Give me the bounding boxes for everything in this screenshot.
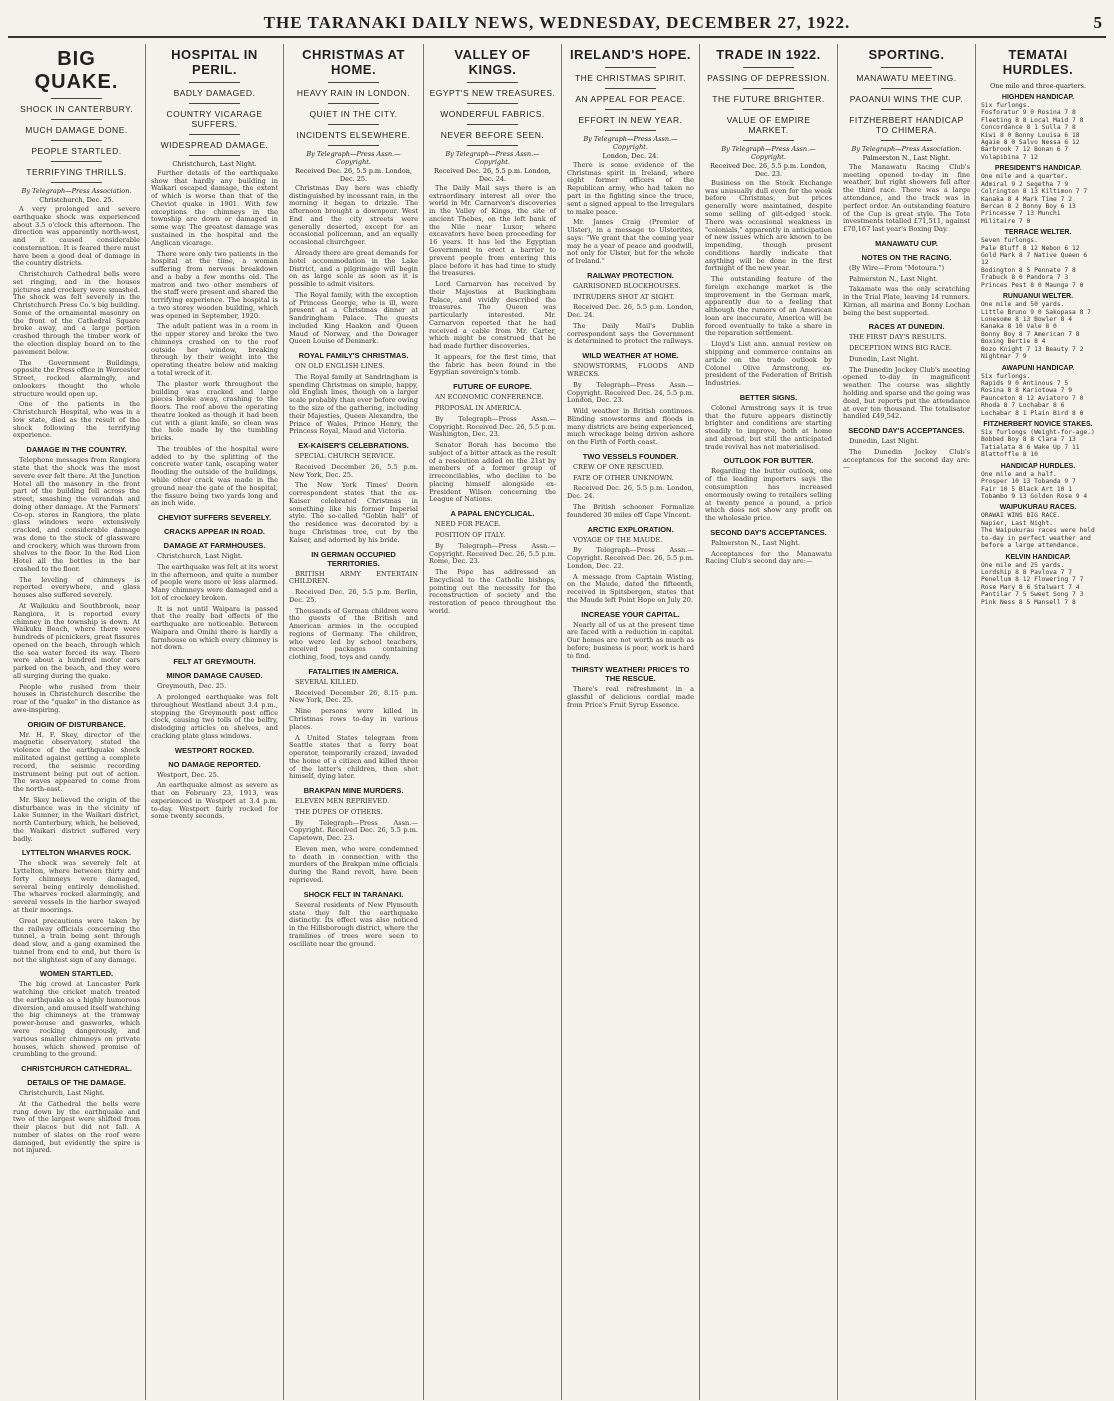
- race-entry: One mile and 25 yards.: [981, 561, 1065, 569]
- race-title: HANDICAP HURDLES.: [1000, 462, 1076, 470]
- section-subhead: SHOCK FELT IN TARANAKI.: [303, 889, 404, 899]
- article-deck: WONDERFUL FABRICS.: [440, 108, 545, 119]
- deck-rule: [328, 82, 380, 83]
- race-entry: Admiral 9 2 Segetha 7 9: [981, 180, 1069, 188]
- deck-rule: [605, 88, 656, 89]
- section-subhead: CRACKS APPEAR IN ROAD.: [164, 527, 265, 537]
- section-paragraph: AN ECONOMIC CONFERENCE.: [435, 393, 544, 402]
- article-paragraph: There is some evidence of the Christmas spirit in Ireland, where eight former officers of the Republican army, who had taken no part in the fighting since the truce, sent a signed appeal to the Irregulars to make peace.: [567, 160, 694, 216]
- article-deck: SHOCK IN CANTERBURY.: [19, 104, 134, 114]
- race-entry: Trabuck 8 0 Pandora 7 3: [981, 274, 1069, 282]
- race-entry: Pantilar 7 5 Sweet Song 7 3: [981, 591, 1084, 599]
- article-deck: QUIET IN THE CITY.: [309, 108, 398, 119]
- race-entry: One mile and 50 yards.: [981, 301, 1065, 309]
- section-subhead: IN GERMAN OCCUPIED TERRITORIES.: [311, 549, 396, 568]
- section-subhead: MANAWATU CUP.: [875, 238, 938, 248]
- section-paragraph: By Telegraph—Press Assn.—Copyright. Received Dec. 26, 5.5 p.m. Washington, Dec. 23.: [429, 414, 556, 439]
- column-6: [700, 44, 838, 1400]
- race-entry: Seven furlongs.: [981, 237, 1038, 245]
- deck-rule: [189, 82, 240, 83]
- section-paragraph: SPECIAL CHURCH SERVICE.: [295, 452, 396, 461]
- race-title: WAIPUKURAU RACES.: [999, 504, 1077, 512]
- article-paragraph: A very prolonged and severe earthquake shock was experienced about 3.5 o'clock this afternoon. The direction was apparently north-west, and it caused considerable consternation. It is feared there must have been a good deal of damage in the country districts.: [13, 205, 140, 268]
- race-entry: Fleeting 8 8 Local Maid 7 8: [981, 116, 1084, 124]
- race-title: TERRACE WELTER.: [1004, 229, 1072, 237]
- article-paragraph: Further details of the earthquake show that hardly any building in Waikari escaped damage, the extent of which is worse than that of the Cheviot quake in 1901. With few exceptions the chimneys in the township are down or damaged in some way. The greatest damage was sustained in the hospital and the Anglican vicarage.: [151, 168, 278, 247]
- column-3: [284, 44, 424, 1400]
- article-deck: PASSING OF DEPRESSION.: [707, 72, 830, 83]
- section-paragraph: The New York Times' Doorn correspondent states that the ex-Kaiser celebrated Christmas in something like his former Imperial style. The so-called "Goblin hall" of the residence was decorated by a huge Christmas tree, cut by the Kaiser, and adorned by his bride.: [289, 481, 418, 544]
- section-subhead: WOMEN STARTLED.: [39, 969, 114, 979]
- page-number: 5: [1093, 13, 1102, 32]
- column-5: [562, 44, 700, 1400]
- section-paragraph: THE DUPES OF OTHERS.: [295, 807, 383, 816]
- article-paragraph: The plaster work throughout the building was cracked and large pieces broke away, crashing to the floors. The roof above the operating theatre looked as though it had been cut with a giant knife, so clean was the hole made by the tumbling bricks.: [151, 379, 278, 443]
- article-dateline: Christchurch, Dec. 25.: [39, 196, 114, 204]
- race-entry: Nightmar 7 9: [981, 353, 1027, 361]
- section-paragraph: INTRUDERS SHOT AT SIGHT.: [573, 292, 675, 301]
- race-entry: Pale Bluff 8 12 Nebon 6 12: [981, 244, 1080, 252]
- race-entry: Lordship 8 8 Pavlova 7 7: [981, 568, 1072, 576]
- article-paragraph: Already there are great demands for hotel accommodation in the Lake District, and a pilgrimage will begin on as large scale as soon as it is possible to admit visitors.: [289, 249, 418, 289]
- race-entry: Kanaka 8 4 Mark Time 7 2: [981, 195, 1072, 203]
- race-entry: Boxing Bertie 8 4: [981, 338, 1046, 346]
- deck-rule: [467, 103, 518, 104]
- section-subhead: TWO VESSELS FOUNDER.: [582, 451, 679, 461]
- section-subhead: SECOND DAY'S ACCEPTANCES.: [848, 426, 965, 436]
- section-paragraph: CREW OF ONE RESCUED.: [573, 462, 664, 471]
- article-deck: INCIDENTS ELSEWHERE.: [296, 129, 411, 140]
- deck-rule: [467, 124, 518, 125]
- article-deck: PAOANUI WINS THE CUP.: [849, 93, 964, 104]
- section-subhead: EX-KAISER'S CELEBRATIONS.: [298, 441, 409, 451]
- deck-rule: [743, 88, 794, 89]
- deck-rule: [743, 67, 794, 68]
- race-entry: Rose Mary 8 6 Stalwart 7 4: [981, 583, 1080, 591]
- deck-rule: [467, 82, 518, 83]
- race-entry: Bercan 8 2 Bonny Boy 6 13: [981, 202, 1076, 210]
- deck-rule: [881, 140, 932, 141]
- article-deck: THE FUTURE BRIGHTER.: [712, 93, 825, 104]
- section-subhead: FUTURE OF EUROPE.: [453, 382, 532, 392]
- article-headline: IRELAND'S HOPE.: [569, 47, 692, 62]
- article-byline: By Telegraph—Press Association.: [21, 187, 132, 195]
- section-paragraph: A prolonged earthquake was felt throughout Westland about 3.4 p.m., stopping the Greymouth post office clock, causing two tolls of the belfry, dislodging articles on shelves, and cracking plate glass windows.: [151, 692, 278, 740]
- article-paragraph: The adult patient was in a room in the upper storey and broke the two chimneys crashed on to the roof outside her window, breaking through by their weight into the operating theatre below and making a total wreck of it.: [151, 322, 278, 378]
- article-deck: FITZHERBERT HANDICAP TO CHIMERA.: [849, 114, 964, 135]
- column-8: [976, 44, 1100, 1400]
- section-paragraph: (By Wire—From "Motoura."): [849, 263, 945, 272]
- section-paragraph: SEVERAL KILLED.: [295, 677, 359, 686]
- section-paragraph: Acceptances for the Manawatu Racing Club's second day are:—: [705, 549, 832, 566]
- race-entry: Bonny Boy 8 7 American 7 8: [981, 330, 1080, 338]
- section-paragraph: Several residents of New Plymouth state they felt the earthquake distinctly. Its effect was also noticed in the Hillsborough district, where the tramlines of trees were seen to oscillate near the ground.: [289, 900, 418, 948]
- section-paragraph: The big crowd at Lancaster Park watching the cricket match treated the earthquake as a highly humorous diversion, and amused itself watching the big chimneys at the tramway power-house and gasworks, which were rocking dangerously, and various smaller chimneys on private houses, which showed promise of crumbling to the ground.: [13, 980, 140, 1059]
- section-paragraph: BRITISH ARMY ENTERTAIN CHILDREN.: [289, 569, 418, 586]
- deck-rule: [189, 103, 240, 104]
- article-deck: MUCH DAMAGE DONE.: [25, 125, 128, 135]
- section-paragraph: VOYAGE OF THE MAUDE.: [573, 535, 663, 544]
- article-paragraph: The Royal family, with the exception of Princess George, who is ill, were present at a Christmas dinner at Sandringham Palace. The guests included King Haakon and Queen Maud of Norway, and the Dowager Queen Louise of Denmark.: [289, 290, 418, 346]
- section-paragraph: Christchurch, Last Night.: [19, 1089, 105, 1098]
- article-paragraph: The Government Buildings, opposite the Press office in Worcester Street, rocked alarmingly, and onlookers thought the whole structure would open up.: [13, 358, 140, 398]
- race-title: FITZHERBERT NOVICE STAKES.: [983, 421, 1093, 429]
- deck-rule: [51, 140, 102, 141]
- section-paragraph: SNOWSTORMS, FLOODS AND WRECKS.: [567, 362, 694, 379]
- race-entry: Six furlongs (Weight-for-age.): [981, 429, 1095, 437]
- race-entry: Princes Pest 8 0 Maunga 7 0: [981, 281, 1084, 289]
- section-paragraph: Palmerston N., Last Night.: [711, 538, 800, 547]
- race-entry: Colrington 8 13 Kiltimon 7 7: [981, 188, 1088, 196]
- section-subhead: OUTLOOK FOR BUTTER.: [723, 456, 814, 466]
- section-paragraph: A United States telegram from Seattle states that a ferry boat operator, temporarily crazed, invaded the home of a citizen and killed three of the latter's children, then shot himself, dying later.: [289, 733, 418, 781]
- race-entry: Gold Mark 8 7 Native Queen 6 12: [981, 252, 1088, 267]
- section-paragraph: Received Dec. 26, 5.5 p.m. London, Dec. 24.: [567, 303, 694, 320]
- section-subhead: WESTPORT ROCKED.: [174, 745, 255, 755]
- race-entry: Volapibina 7 12: [981, 153, 1038, 161]
- race-entry: Tobambo 9 13 Golden Rose 9 4: [981, 493, 1088, 501]
- deck-rule: [881, 88, 932, 89]
- section-paragraph: A message from Captain Wisting, on the Maude, dated the fifteenth, received in Spitsbergen, states that the Maude left Point Hope on July 20.: [567, 572, 694, 604]
- section-paragraph: DECEPTION WINS BIG RACE.: [849, 344, 952, 353]
- section-paragraph: Regarding the butter outlook, one of the leading importers says the consumption has increased enormously owing to retailers selling at twenty pence a pound, a price which does not show any profit on the wholesale price.: [705, 467, 832, 523]
- deck-rule: [328, 145, 380, 146]
- article-dateline: Received Dec. 26, 5.5 p.m. London, Dec. 23.: [710, 161, 827, 178]
- article-paragraph: Mr. James Craig (Premier of Ulster), in a message to Ulsterites, says: "We grant that the coming year may be a year of peace and goodwill, not only for Ulster, but for the whole of Ireland.": [567, 218, 694, 266]
- section-subhead: RAILWAY PROTECTION.: [587, 270, 674, 280]
- race-entry: Fair 10 5 Black Art 10 1: [981, 485, 1072, 493]
- race-entry: Kiwi 8 0 Bonny Louisa 6 18: [981, 131, 1080, 139]
- race-entry: Fosforatur 9 0 Rosina 7 8: [981, 109, 1076, 117]
- column-1: [8, 44, 146, 1400]
- deck-rule: [51, 182, 102, 183]
- section-subhead: INCREASE YOUR CAPITAL.: [581, 609, 680, 619]
- section-subhead: WILD WEATHER AT HOME.: [582, 351, 679, 361]
- masthead-title: THE TARANAKI DAILY NEWS, WEDNESDAY, DECEMBER 27, 1922.: [263, 13, 851, 32]
- section-paragraph: Mr. H. F. Skey, director of the magnetic observatory, stated the violence of the earthquake shock militated against getting a complete record, the seismic recording instrument being put out of action. The waves appeared to come from the north-east.: [13, 730, 140, 794]
- race-entry: One mile and a half.: [981, 470, 1057, 478]
- section-subhead: CHEVIOT SUFFERS SEVERELY.: [157, 513, 272, 523]
- article-deck: MANAWATU MEETING.: [856, 72, 957, 83]
- section-subhead: BRAKPAN MINE MURDERS.: [303, 786, 404, 796]
- article-paragraph: The outstanding feature of the foreign exchange market is the improvement in the German mark, apparently due to a feeling that although the rumors of an American loan are inaccurate, America will be forced eventually to take a share in the reparation settlement.: [705, 275, 832, 338]
- section-paragraph: Wild weather in British continues. Blinding snowstorms and floods in many districts are being experienced, much wreckage being driven ashore on the Firth of Forth coast.: [567, 407, 694, 447]
- race-entry: Six furlongs.: [981, 372, 1031, 380]
- deck-rule: [328, 103, 380, 104]
- article-dateline: Received Dec. 26, 5.5 p.m. London, Dec. 25.: [295, 166, 412, 183]
- article-byline: By Telegraph—Press Association.: [851, 144, 962, 153]
- section-paragraph: There's real refreshment in a glassful of delicious cordial made from Price's Fruit Syrup Essence.: [567, 685, 694, 709]
- article-paragraph: The Daily Mail says there is an extraordinary interest all over the world in Mr. Carnarvon's discoveries in the Valley of Kings, the site of ancient Thebes, on the left bank of the Nile near Luxor, where excavators have been proceeding for 16 years. It has led the Egyptian Government to erect a barrier to prevent people from entering this place before it has had time to study the treasures.: [429, 183, 556, 278]
- race-entry: Little Bruno 9 0 Sakopasa 8 7: [981, 308, 1091, 316]
- race-entry: Agaie 8 0 Salvo Nessa 6 12: [981, 138, 1080, 146]
- section-subhead: ORIGIN OF DISTURBANCE.: [27, 719, 126, 729]
- column-4: [424, 44, 562, 1400]
- section-paragraph: The Dunedin Jockey Club's meeting opened to-day in magnificent weather. The course was slightly holding and sparse and the going was dead, but reports put the attendance at over ten thousand. The totalisator handled £49,542.: [843, 365, 970, 421]
- column-7: [838, 44, 976, 1400]
- race-entry: Prosper 10 13 Tobanda 9 7: [981, 478, 1076, 486]
- section-subhead: A PAPAL ENCYCLICAL.: [450, 509, 535, 519]
- deck-rule: [189, 134, 240, 135]
- section-subhead: ARCTIC EXPLORATION.: [587, 524, 674, 534]
- article-deck: BADLY DAMAGED.: [173, 87, 256, 98]
- article-headline: HOSPITAL IN PERIL.: [171, 47, 258, 77]
- deck-rule: [743, 109, 794, 110]
- section-paragraph: People who rushed from their houses in Christchurch describe the roar of the "quake" in the distance as awe-inspiring.: [13, 682, 140, 714]
- article-paragraph: Christmas Day here was chiefly distinguished by incessant rain, in the morning it began to drizzle. The afternoon brought a downpour. West End and the city streets were generally deserted, except for an occasional policeman, and an equally occasional churchgoer.: [289, 183, 418, 247]
- race-entry: Concordance 8 1 Sulla 7 8: [981, 124, 1076, 132]
- section-paragraph: At the Cathedral the bells were rung down by the earthquake and two of the largest were shifted from their places but did not fall. A number of slates on the roof were damaged, but evidently the spire is not injured.: [13, 1099, 140, 1155]
- masthead: [8, 10, 1106, 38]
- deck-rule: [51, 119, 102, 120]
- race-entry: Barbrook 7 12 Bonan 6 7: [981, 146, 1069, 154]
- deck-rule: [605, 109, 656, 110]
- section-paragraph: Nearly all of us at the present time are faced with a reduction in capital. Our homes are not worth as much as before; business is poor, work is hard to find.: [567, 620, 694, 660]
- section-subhead: LYTTELTON WHARVES ROCK.: [21, 848, 132, 858]
- section-paragraph: The shock was severely felt at Lyttelton, where between thirty and forty chimneys were damaged, several being entirely demolished. The wharves rocked alarmingly, and several vessels in the harbor swayed at their moorings.: [13, 859, 140, 915]
- race-entry: Princesse 7 13 Munchi Militaire 7 0: [981, 210, 1061, 225]
- article-dateline: Palmerston N., Last Night.: [862, 153, 951, 162]
- section-paragraph: By Telegraph—Press Assn.—Copyright. Received Dec. 26, 5.5 p.m. Rome, Dec. 23.: [429, 541, 556, 566]
- deck-rule: [189, 155, 240, 156]
- section-paragraph: Westport, Dec. 25.: [157, 770, 219, 779]
- race-title: KELVIN HANDICAP.: [1005, 553, 1071, 561]
- article-byline: By Telegraph—Press Assn.—Copyright.: [583, 134, 678, 151]
- article-paragraph: The Manawatu Racing Club's meeting opened to-day in fine weather, but right showers fell after the third race. There was a large attendance, and the track was in perfect order. An outstanding feature of the Cup is great style. The Tote investments totalled £71,511, against £70,167 last year's Boxing Day.: [843, 162, 970, 234]
- deck-rule: [51, 161, 102, 162]
- section-paragraph: The earthquake was felt at its worst in the afternoon, and quite a number of people were more or less alarmed. Many chimneys were damaged and a lot of crockery broken.: [151, 562, 278, 602]
- section-subhead: FATALITIES IN AMERICA.: [308, 666, 399, 676]
- article-paragraph: It appears, for the first time, that the fabric has been found in the Egyptian sovereign's tomb.: [429, 352, 556, 377]
- deck-rule: [51, 98, 102, 99]
- section-subhead: DAMAGE IN THE COUNTRY.: [26, 445, 127, 455]
- section-paragraph: By Telegraph—Press Assn.—Copyright. Received Dec. 26, 5.5 p.m. London, Dec. 22.: [567, 546, 694, 570]
- race-entry: The Waipukurau races were held to-day in perfect weather and before a large attendance.: [981, 527, 1095, 550]
- section-paragraph: GARRISONED BLOCKHOUSES.: [573, 281, 681, 290]
- race-entry: ORAWAI WINS BIG RACE.: [981, 512, 1061, 520]
- article-byline: By Telegraph—Press Assn.—Copyright.: [721, 144, 816, 161]
- section-paragraph: The Dunedin Jockey Club's acceptances for the second day are:—: [843, 447, 970, 472]
- race-entry: Pink Ness 8 5 Mansell 7 8: [981, 598, 1076, 606]
- section-paragraph: At Waikuku and Southbrook, near Rangiora, it is reported every chimney in the township is down. At Waikuku Beach, where there were hundreds of picnickers, great fissures opened on the beach, through which the sea water forced its way. There were about a hundred motor cars parked on the beach, and they were all surging during the quake.: [13, 601, 140, 680]
- deck-rule: [881, 109, 932, 110]
- race-entry: Rosina 8 8 Kariotowa 7 9: [981, 387, 1072, 395]
- section-subhead: MINOR DAMAGE CAUSED.: [166, 671, 263, 681]
- section-paragraph: Dunedin, Last Night.: [849, 354, 919, 363]
- article-deck: HEAVY RAIN IN LONDON.: [296, 87, 411, 98]
- race-title: AWAPUNI HANDICAP.: [1001, 364, 1075, 372]
- race-entry: Blattoffle 8 10: [981, 451, 1038, 459]
- section-paragraph: Received December 26, 5.5 p.m. New York, Dec. 25.: [289, 462, 418, 479]
- race-entry: Lonesome 8 13 Bowler 8 4: [981, 316, 1072, 323]
- article-paragraph: There were only two patients in the hospital at the time, a woman suffering from nervous breakdown and a baby a few months old. The matron and two other members of the staff were present and shared the terrifying experience. The hospital is a two storey wooden building, which was opened in September, 1920.: [151, 249, 278, 320]
- article-deck: COUNTRY VICARAGE SUFFERS.: [166, 108, 263, 129]
- article-headline: SPORTING.: [868, 47, 945, 62]
- section-paragraph: Great precautions were taken by the railway officials concerning the tunnel, a train being sent through dead slow, and a gang examined the tunnel from end to end, but there is not the slightest sign of any damage.: [13, 916, 140, 964]
- article-dateline: London, Dec. 24.: [602, 151, 659, 160]
- article-deck: EFFORT IN NEW YEAR.: [578, 114, 683, 125]
- section-paragraph: Christchurch, Last Night.: [157, 552, 243, 561]
- columns: [8, 44, 1106, 1400]
- section-paragraph: Greymouth, Dec. 25.: [157, 682, 227, 691]
- race-entry: Penellum 8 12 Flowering 7 7: [981, 576, 1084, 584]
- article-paragraph: Lloyd's List ann. annual review on shipping and commerce contains an article on the trade outlook by Colonel Olive Armstrong, ex-president of the Federation of British Industries.: [705, 340, 832, 388]
- article-byline: By Telegraph—Press Assn.—Copyright.: [445, 149, 540, 166]
- article-headline: TRADE IN 1922.: [716, 47, 821, 62]
- section-paragraph: Senator Borah has become the subject of a bitter attack as the result of a resolution added on the 21st by members of a former group of irreconcilables, who decline to be placing himself alongside ex-President Wilson concerning the League of Nations.: [429, 441, 556, 504]
- section-paragraph: Dunedin, Last Night.: [849, 437, 919, 446]
- article-deck: THE CHRISTMAS SPIRIT.: [574, 72, 687, 83]
- article-deck: AN APPEAL FOR PEACE.: [575, 93, 686, 104]
- section-paragraph: Thousands of German children were the guests of the British and American armies in the occupied regions of Germany. The children, who were led by school teachers, received packages containing clothing, food, toys and candy.: [289, 606, 418, 662]
- race-entry: Bobbed Boy 8 8 Clara 7 13: [981, 436, 1076, 444]
- article-deck: WIDESPREAD DAMAGE.: [160, 139, 269, 150]
- article-dateline: Christchurch, Last Night.: [172, 159, 257, 168]
- article-paragraph: Lord Carnarvon has received by their Majesties at Buckingham Palace, and vividly described the treasures. The Queen was particularly interested. Mr. Carnarvon reported that he had received a cable from Mr. Carter, which might be construed that he had made further discoveries.: [429, 280, 556, 351]
- deck-rule: [467, 145, 518, 146]
- column-2: [146, 44, 284, 1400]
- section-paragraph: By Telegraph—Press Assn.—Copyright. Received Dec. 26, 5.5 p.m. Capetown, Dec. 23.: [289, 818, 418, 843]
- article-paragraph: Business on the Stock Exchange was unusually dull even for the week before Christmas, but prices generally were maintained, despite some selling of gilt-edged stock. There was occasional weakness in "colonials," apparently in anticipation of new issues which are known to be impending, though present conditions hardly indicate that anything will be done in the first fortnight of the new year.: [705, 178, 832, 273]
- section-paragraph: ON OLD ENGLISH LINES.: [295, 362, 385, 371]
- section-paragraph: Telephone messages from Rangiora state that the shock was the most severe ever felt there. At the Junction Hotel all the masonry in the front part of the building fell across the street, smashing the verandah and doing other damage. At the Farmers' Co-op. stores in Rangiora, the plate glass windows were extensively cracked, and considerable damage was done to the stock of glassware and crockery, which was thrown from shelves to the floor. In the Red Lion Hotel all the bottles in the bar crashed to the floor.: [13, 456, 140, 573]
- section-paragraph: THE FIRST DAY'S RESULTS.: [849, 333, 947, 342]
- article-deck: TERRIFYING THRILLS.: [26, 167, 127, 177]
- section-paragraph: The Pope has addressed an Encyclical to the Catholic bishops, pointing out the necessity for the reconstruction of society and the restoration of peace throughout the world.: [429, 568, 556, 615]
- section-paragraph: Palmerston N., Last Night.: [849, 274, 938, 283]
- article-paragraph: The troubles of the hospital were added to by the splitting of the concrete water tank, escaping water flooding the outside of the buildings, while other crack was made in the ground near the gate of the hospital, the fissure being two yards long and an inch wide.: [151, 444, 278, 508]
- section-subhead: SECOND DAY'S ACCEPTANCES.: [710, 527, 827, 537]
- race-entry: One mile and a quarter.: [981, 173, 1069, 181]
- race-entry: Six furlongs.: [981, 101, 1031, 109]
- section-subhead: NOTES ON THE RACING.: [861, 252, 952, 262]
- article-byline: By Telegraph—Press Assn.—Copyright.: [306, 149, 401, 166]
- section-paragraph: Eleven men, who were condemned to death in connection with the murders of the Brakpan mine officials during the Rand revolt, have been reprieved.: [289, 844, 418, 884]
- article-dateline: One mile and three-quarters.: [989, 81, 1087, 90]
- section-subhead: BETTER SIGNS.: [739, 392, 798, 402]
- section-paragraph: Received Dec. 26, 5.5 p.m. Berlin, Dec. 25.: [289, 588, 418, 604]
- section-paragraph: The leveling of chimneys is reported everywhere, and glass houses also suffered severely.: [13, 575, 140, 600]
- section-paragraph: The Daily Mail's Dublin correspondent says the Government is determined to protect the railways.: [567, 321, 694, 346]
- article-paragraph: One of the patients in the Christchurch Hospital, who was in a low state, died as the result of the shock following the terrifying experience.: [13, 400, 140, 440]
- deck-rule: [881, 67, 932, 68]
- section-subhead: NO DAMAGE REPORTED.: [168, 759, 261, 769]
- race-entry: Tatialata 8 6 Wake Up 7 11: [981, 443, 1080, 451]
- section-paragraph: Takamate was the only scratching in the Trial Plate, leaving 14 runners. Kirnan, all marina and Bonny Lochan being the best supported.: [843, 285, 970, 317]
- section-subhead: CHRISTCHURCH CATHEDRAL.: [21, 1064, 132, 1074]
- race-entry: Kanaka 8 10 Vale 8 0: [981, 323, 1057, 331]
- race-title: HIGHDEN HANDICAP.: [1001, 93, 1075, 101]
- race-entry: Lochabar 8 1 Plain Bird 8 0: [981, 409, 1084, 417]
- race-title: RUNUANUI WELTER.: [1002, 293, 1074, 301]
- article-deck: EGYPT'S NEW TREASURES.: [429, 87, 556, 98]
- section-subhead: FELT AT GREYMOUTH.: [173, 657, 256, 667]
- section-subhead: DETAILS OF THE DAMAGE.: [27, 1078, 126, 1088]
- section-paragraph: ELEVEN MEN REPRIEVED.: [295, 797, 390, 806]
- deck-rule: [743, 140, 794, 141]
- deck-rule: [605, 67, 656, 68]
- race-entry: Paunceton 8 12 Aviatoro 7 0: [981, 394, 1084, 402]
- section-subhead: THIRSTY WEATHER! PRICE'S TO THE RESCUE.: [571, 665, 690, 684]
- race-entry: Rapids 9 0 Antinous 7 5: [981, 379, 1069, 387]
- race-entry: Bozo Knight 7 13 Beauty 7 2: [981, 345, 1084, 353]
- article-deck: VALUE OF EMPIRE MARKET.: [726, 114, 811, 135]
- section-paragraph: The British schooner Formalize foundered 30 miles off Cape Vincent.: [567, 502, 694, 519]
- section-paragraph: Received Dec. 26, 5.5 p.m. London, Dec. 24.: [567, 484, 694, 501]
- section-paragraph: By Telegraph—Press Assn.—Copyright. Received Dec. 24, 5.5 p.m. London, Dec. 23.: [567, 380, 694, 405]
- section-paragraph: POSITION OF ITALY.: [435, 530, 506, 539]
- section-paragraph: Colonel Armstrong says it is true that the future appears distinctly brighter and conditions are starting steadily to improve, both at home and abroad, but still the anticipated trade revival has not materialised.: [705, 403, 832, 451]
- race-entry: Rhoda 8 7 Lochabar 8 6: [981, 402, 1065, 410]
- race-title: PRESIDENT'S HANDICAP.: [994, 165, 1082, 173]
- section-subhead: ROYAL FAMILY'S CHRISTMAS.: [298, 351, 409, 361]
- race-entry: Napier, Last Night.: [981, 519, 1054, 527]
- article-headline: TEMATAI HURDLES.: [1002, 47, 1074, 77]
- race-entry: Bodington 8 5 Pennate 7 8: [981, 266, 1076, 274]
- deck-rule: [328, 124, 380, 125]
- section-paragraph: PROPOSAL IN AMERICA.: [435, 404, 522, 413]
- article-paragraph: Christchurch Cathedral bells were set ringing, and in the houses pictures and crockery were smashed. The shock was felt severely in the Christchurch Press Co.'s big building. Some of the ornamental masonry on the front of the Cathedral Square broke away, and a large portion crashed through the timber work of the election display board on to the pavement below.: [13, 270, 140, 356]
- article-deck: PEOPLE STARTLED.: [31, 146, 122, 156]
- section-paragraph: Mr. Skey believed the origin of the disturbance was in the vicinity of Lake Sumner, in the Waikari district, north Canterbury, which, he believed, the Waikari district suffered very badly.: [13, 795, 140, 843]
- section-subhead: RACES AT DUNEDIN.: [868, 322, 945, 332]
- section-paragraph: An earthquake almost as severe as that on February 23, 1913, was experienced in Westport at 3.4 p.m. to-day. Westport fairly rocked for some twenty seconds.: [151, 781, 278, 821]
- article-headline: VALLEY OF KINGS.: [454, 47, 531, 77]
- section-paragraph: Received December 26, 8.15 p.m. New York, Dec. 25.: [289, 688, 418, 705]
- article-deck: NEVER BEFORE SEEN.: [440, 129, 545, 140]
- section-paragraph: The Royal family at Sandringham is spending Christmas on simple, happy, old English lines, though on a larger scale probably than ever before owing to the size of the gathering, including their Majesties, Queen Alexandra, the Prince of Wales, Prince Henry, the Princess Royal, Maud and Victoria.: [289, 372, 418, 436]
- section-subhead: DAMAGE AT FARMHOUSES.: [163, 541, 266, 551]
- section-paragraph: NEED FOR PEACE.: [435, 520, 501, 529]
- section-paragraph: FATE OF OTHER UNKNOWN.: [573, 473, 674, 482]
- article-headline: CHRISTMAS AT HOME.: [302, 47, 405, 77]
- section-paragraph: It is not until Waipara is passed that the really bad effects of the earthquake are noticeable. Between Waipara and Omihi there is hardly a farmhouse on which every chimney is not down.: [151, 604, 278, 652]
- article-headline: BIG QUAKE.: [34, 48, 119, 93]
- article-dateline: Received Dec. 26, 5.5 p.m. London, Dec. 24.: [434, 166, 551, 183]
- section-paragraph: Nine persons were killed in Christmas rows to-day in various places.: [289, 707, 418, 731]
- deck-rule: [605, 130, 656, 131]
